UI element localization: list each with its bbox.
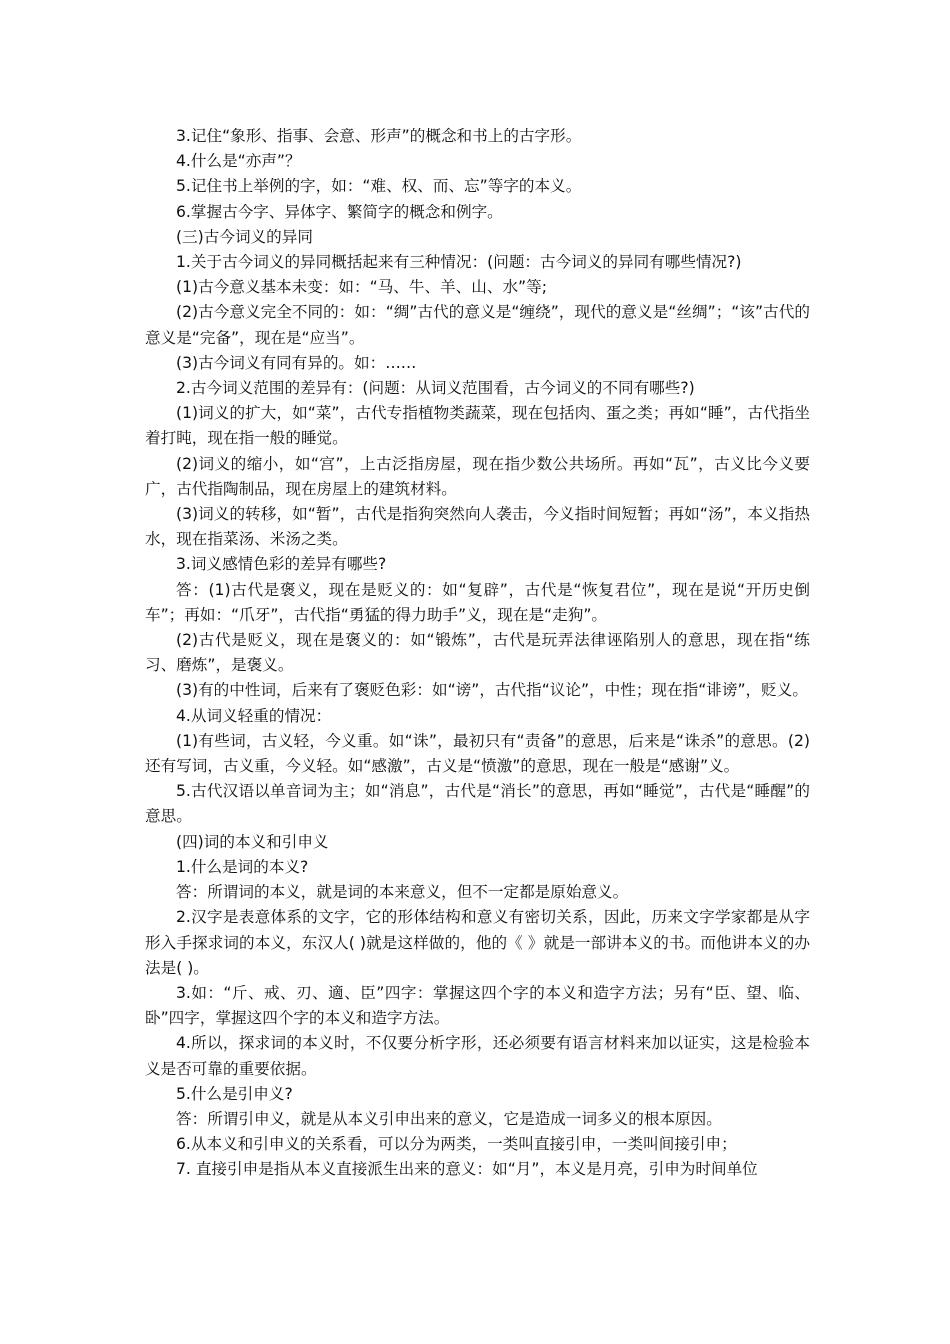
paragraph: 3.记住“象形、指事、会意、形声”的概念和书上的古字形。 xyxy=(176,127,582,145)
section-heading: (四)词的本义和引申义 xyxy=(176,832,329,851)
paragraph: 1.什么是词的本义? xyxy=(176,857,309,876)
paragraph: 4.所以，探求词的本义时，不仅要分析字形，还必须要有语言材料来加以证实，这是检验本义是否可靠的重要依据。 xyxy=(145,1034,810,1078)
paragraph: 答：所谓引申义，就是从本义引申出来的意义，它是造成一词多义的根本原因。 xyxy=(176,1109,722,1128)
document-body xyxy=(145,124,810,1183)
paragraph: (2)古今意义完全不同的：如：“绸”古代的意义是“缠绕”，现代的意义是“丝绸”；“该”古代的意义是“完备”，现在是“应当”。 xyxy=(145,303,810,347)
paragraph: (2)古代是贬义，现在是褒义的：如“锻炼”，古代是玩弄法律诬陷别人的意思，现在指“练习、磨炼”，是褒义。 xyxy=(145,631,810,675)
paragraph: 答：所谓词的本义，就是词的本来意义，但不一定都是原始意义。 xyxy=(176,883,629,902)
paragraph: 6.掌握古今字、异体字、繁简字的概念和例字。 xyxy=(176,202,503,221)
paragraph: (2)词义的缩小，如“宫”，上古泛指房屋，现在指少数公共场所。再如“瓦”，古义比今义要广，古代指陶制品，现在房屋上的建筑材料。 xyxy=(145,454,810,498)
paragraph: (1)有些词，古义轻，今义重。如“诛”，最初只有“责备”的意思，后来是“诛杀”的意思。(2)还有写词，古义重，今义轻。如“感激”，古义是“愤激”的意思，现在一般是“感谢”义。 xyxy=(145,731,810,776)
paragraph: 7. 直接引申是指从本义直接派生出来的意义：如“月”，本义是月亮，引申为时间单位 xyxy=(176,1160,758,1179)
paragraph: (3)词义的转移，如“暂”，古代是指狗突然向人袭击，今义指时间短暂；再如“汤”，本义指热水，现在指菜汤、米汤之类。 xyxy=(145,505,810,549)
paragraph: (1)词义的扩大，如“菜”，古代专指植物类蔬菜，现在包括肉、蛋之类；再如“睡”，古代指坐着打盹，现在指一般的睡觉。 xyxy=(145,404,810,448)
paragraph: 5.什么是引申义? xyxy=(176,1084,293,1103)
paragraph: 4.从词义轻重的情况： xyxy=(176,706,332,725)
paragraph: 3.词义感情色彩的差异有哪些? xyxy=(176,555,387,574)
section-heading: (三)古今词义的异同 xyxy=(176,227,313,246)
paragraph: 4.什么是“亦声”？ xyxy=(176,152,301,171)
paragraph: (3)古今词义有同有异的。如：…… xyxy=(176,353,417,372)
paragraph: 2.汉字是表意体系的文字，它的形体结构和意义有密切关系，因此，历来文字学家都是从字形入手探求词的本义，东汉人( )就是这样做的，他的《 》就是一部讲本义的书。而他讲本义的办法是( )。 xyxy=(145,908,810,977)
paragraph: 3.如：“斤、戒、刃、適、臣”四字：掌握这四个字的本义和造字方法；另有“臣、望、临、卧”四字，掌握这四个字的本义和造字方法。 xyxy=(145,983,810,1028)
paragraph: 1.关于古今词义的异同概括起来有三种情况：(问题：古今词义的异同有哪些情况?) xyxy=(176,253,742,272)
paragraph: 答：(1)古代是褒义，现在是贬义的：如“复辟”，古代是“恢复君位”，现在是说“开历史倒车”；再如：“爪牙”，古代指“勇猛的得力助手”义，现在是“走狗”。 xyxy=(145,580,810,624)
paragraph: 2.古今词义范围的差异有：(问题：从词义范围看，古今词义的不同有哪些?) xyxy=(176,379,695,398)
paragraph: (3)有的中性词，后来有了褒贬色彩：如“谤”，古代指“议论”，中性；现在指“诽谤”，贬义。 xyxy=(176,681,808,700)
paragraph: 5.古代汉语以单音词为主；如“消息”，古代是“消长”的意思，再如“睡觉”，古代是“睡醒”的意思。 xyxy=(145,782,810,826)
paragraph: (1)古今意义基本未变：如：“马、牛、羊、山、水”等; xyxy=(176,278,547,297)
paragraph: 5.记住书上举例的字，如：“难、权、而、忘”等字的本义。 xyxy=(176,177,582,196)
paragraph: 6.从本义和引申义的关系看，可以分为两类，一类叫直接引申，一类叫间接引申； xyxy=(176,1135,737,1154)
